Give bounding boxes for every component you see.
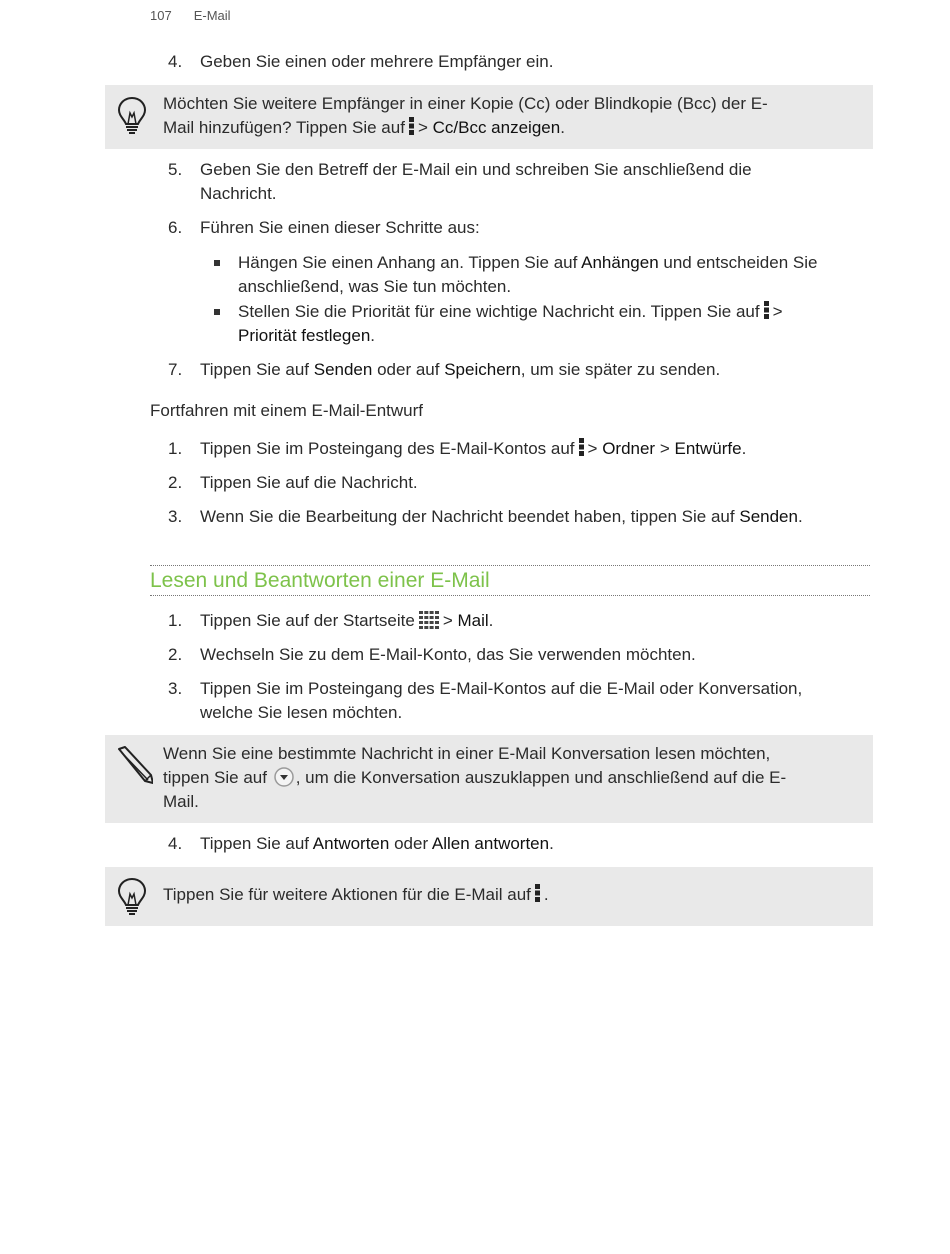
punct: . — [797, 507, 803, 526]
step-number: 5. — [168, 160, 183, 179]
draft-step-1 — [168, 437, 873, 461]
ui-label-mail: Mail — [457, 611, 489, 630]
step-text: Führen Sie einen dieser Schritte aus: — [200, 218, 480, 237]
separator: > — [417, 118, 428, 137]
step-number: 2. — [168, 645, 183, 664]
step-7 — [168, 358, 873, 382]
step-line: welche Sie lesen möchten. — [200, 703, 403, 722]
text-part: Tippen Sie auf — [200, 834, 309, 853]
bullet-priority — [214, 300, 874, 348]
separator: > — [587, 439, 598, 458]
expand-down-icon — [274, 767, 294, 787]
step-5 — [168, 158, 873, 206]
bullet-line — [238, 300, 874, 324]
punct: . — [741, 439, 747, 458]
step-line: Nachricht. — [200, 184, 277, 203]
tip-line: Möchten Sie weitere Empfänger in einer Kopie (Cc) oder Blindkopie (Bcc) der E- — [163, 94, 768, 113]
step-6 — [168, 216, 873, 240]
section-title: Lesen und Beantworten einer E-Mail — [150, 569, 490, 592]
step-text — [200, 437, 873, 461]
punct: . — [488, 611, 494, 630]
menu-kebab-icon — [764, 301, 769, 319]
step-number: 2. — [168, 473, 183, 492]
punct: . — [549, 834, 554, 853]
section-heading — [150, 565, 870, 596]
page-number: 107 — [150, 8, 172, 23]
step-text: Wechseln Sie zu dem E-Mail-Konto, das Sie verwenden möchten. — [200, 645, 696, 664]
read-step-2 — [168, 643, 873, 667]
bullet-text — [238, 251, 874, 299]
step-text — [200, 609, 873, 633]
text-part: Wenn Sie die Bearbeitung der Nachricht beendet haben, tippen Sie auf — [200, 507, 735, 526]
step-number: 4. — [168, 834, 183, 853]
tip-box-cc-bcc — [105, 85, 873, 149]
text-part: tippen Sie auf — [163, 768, 267, 787]
punct: . — [560, 118, 565, 137]
apps-grid-icon — [419, 611, 439, 629]
ui-label-allen-antworten: Allen antworten — [431, 834, 550, 853]
step-number: 7. — [168, 360, 183, 379]
bullet-text — [238, 300, 874, 348]
bullet-line — [238, 324, 874, 348]
note-line: Wenn Sie eine bestimmte Nachricht in einer E-Mail Konversation lesen möchten, — [163, 744, 771, 763]
read-step-3 — [168, 677, 873, 725]
draft-step-3 — [168, 505, 873, 529]
step-4 — [168, 50, 873, 74]
tip-text — [163, 92, 853, 140]
separator: > — [772, 302, 783, 321]
read-step-1 — [168, 609, 873, 633]
step-number: 4. — [168, 52, 183, 71]
ui-label-cc-bcc: Cc/Bcc anzeigen — [432, 118, 561, 137]
step-text — [200, 358, 873, 382]
tip-box-more-actions — [105, 867, 873, 926]
step-text: Tippen Sie auf die Nachricht. — [200, 473, 418, 492]
note-line — [163, 766, 853, 790]
bullet-line — [238, 251, 874, 275]
lightbulb-icon — [115, 95, 149, 135]
note-box-conversation — [105, 735, 873, 823]
step-line: Geben Sie den Betreff der E-Mail ein und schreiben Sie anschließend die — [200, 160, 752, 179]
ui-label-prioritaet: Priorität festlegen — [238, 326, 371, 345]
text-part: oder — [394, 834, 429, 853]
step-number: 1. — [168, 439, 183, 458]
tip-text — [163, 883, 853, 907]
text-part: Hängen Sie einen Anhang an. Tippen Sie auf — [238, 253, 578, 272]
subheading-draft: Fortfahren mit einem E-Mail-Entwurf — [150, 401, 424, 420]
step-number: 1. — [168, 611, 183, 630]
text-part: Tippen Sie auf — [200, 360, 309, 379]
text-part: und entscheiden Sie — [663, 253, 818, 272]
ui-label-ordner: Ordner — [602, 439, 656, 458]
tip-line — [163, 116, 853, 140]
bullet-marker — [214, 309, 220, 315]
step-text — [200, 158, 873, 206]
menu-kebab-icon — [409, 117, 414, 135]
text-part: , um sie später zu senden. — [520, 360, 721, 379]
note-line: Mail. — [163, 792, 199, 811]
ui-label-senden: Senden — [313, 360, 373, 379]
ui-label-speichern: Speichern — [444, 360, 521, 379]
text-part: Tippen Sie im Posteingang des E-Mail-Kontos auf — [200, 439, 575, 458]
step-text — [200, 505, 873, 529]
step-text — [200, 832, 873, 856]
draft-step-2 — [168, 471, 873, 495]
ui-label-entwuerfe: Entwürfe — [674, 439, 742, 458]
bullet-marker — [214, 260, 220, 266]
separator: > — [659, 439, 670, 458]
menu-kebab-icon — [579, 438, 584, 456]
text-part: Tippen Sie für weitere Aktionen für die E-Mail auf — [163, 885, 531, 904]
ui-label-senden: Senden — [739, 507, 798, 526]
step-text — [200, 677, 873, 725]
step-number: 3. — [168, 679, 183, 698]
punct: . — [370, 326, 376, 345]
header-section: E-Mail — [193, 8, 231, 23]
ui-label-anhaengen: Anhängen — [581, 253, 659, 272]
bullet-attachment — [214, 251, 874, 299]
punct: . — [543, 885, 549, 904]
text-part: , um die Konversation auszuklappen und anschließend auf die E- — [295, 768, 787, 787]
step-text: Geben Sie einen oder mehrere Empfänger ein. — [200, 52, 554, 71]
text-part: Tippen Sie auf der Startseite — [200, 611, 415, 630]
ui-label-antworten: Antworten — [312, 834, 390, 853]
reply-step-4 — [168, 832, 873, 856]
note-text — [163, 742, 853, 814]
step-line: Tippen Sie im Posteingang des E-Mail-Kontos auf die E-Mail oder Konversation, — [200, 679, 803, 698]
step-number: 6. — [168, 218, 183, 237]
text-part: oder auf — [377, 360, 440, 379]
separator: > — [442, 611, 453, 630]
pencil-icon — [113, 745, 153, 785]
page-header — [150, 7, 231, 25]
menu-kebab-icon — [535, 884, 540, 902]
text-part: Stellen Sie die Priorität für eine wichtige Nachricht ein. Tippen Sie auf — [238, 302, 760, 321]
tip-text-part: Mail hinzufügen? Tippen Sie auf — [163, 118, 405, 137]
lightbulb-icon — [115, 876, 149, 916]
step-number: 3. — [168, 507, 183, 526]
bullet-line: anschließend, was Sie tun möchten. — [238, 277, 512, 296]
